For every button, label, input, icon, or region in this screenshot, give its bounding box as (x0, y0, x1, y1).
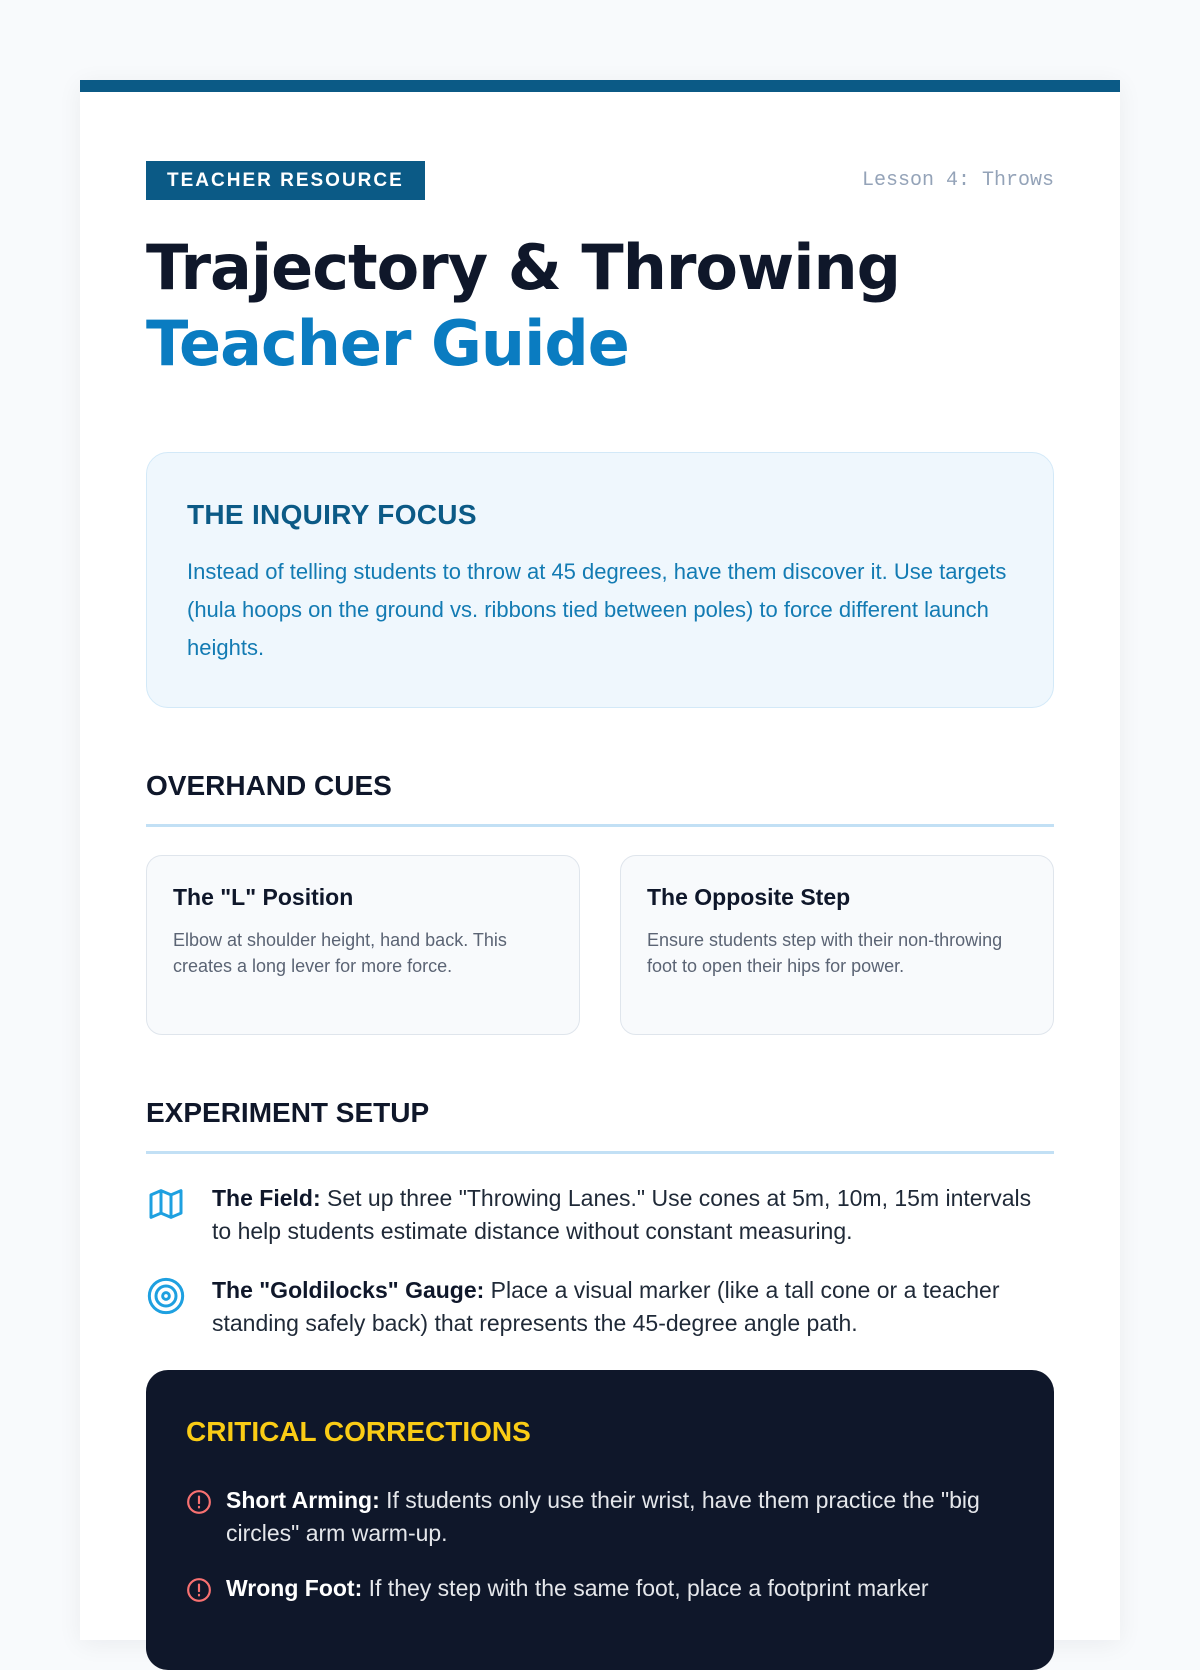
critical-item-text (226, 1572, 929, 1605)
resource-badge: TEACHER RESOURCE (146, 161, 425, 200)
setup-item-gauge (146, 1274, 1054, 1340)
page-title-line1: Trajectory & Throwing (146, 231, 901, 304)
critical-item-wrong-foot (186, 1572, 1014, 1605)
setup-item-label: The Field: (212, 1185, 321, 1211)
cue-card-body: Ensure students step with their non-throwing foot to open their hips for power. (647, 930, 1003, 976)
setup-item-text (212, 1182, 1054, 1248)
cue-card-title: The "L" Position (173, 884, 354, 910)
inquiry-heading: THE INQUIRY FOCUS (187, 499, 477, 530)
setup-item-label: The "Goldilocks" Gauge: (212, 1277, 485, 1303)
page-title (146, 230, 1054, 382)
critical-item-label: Wrong Foot: (226, 1575, 363, 1601)
setup-item-text (212, 1274, 1054, 1340)
cue-card-opposite-step (620, 855, 1054, 1035)
critical-heading: CRITICAL CORRECTIONS (186, 1416, 531, 1447)
header-row (146, 160, 1054, 200)
setup-list (146, 1182, 1054, 1340)
setup-item-description: Set up three "Throwing Lanes." Use cones at 5m, 10m, 15m intervals to help students estimate distance without constant measuring. (212, 1185, 1032, 1244)
critical-item-text (226, 1484, 1014, 1550)
critical-item-short-arming (186, 1484, 1014, 1550)
setup-item-field (146, 1182, 1054, 1248)
alert-circle-icon (186, 1489, 212, 1515)
setup-item-description: Place a visual marker (like a tall cone or a teacher standing safely back) that represents the 45-degree angle path. (212, 1277, 1000, 1336)
critical-corrections-panel (146, 1370, 1054, 1670)
experiment-setup-heading: EXPERIMENT SETUP (146, 1097, 1054, 1154)
overhand-cue-cards (146, 855, 1054, 1035)
inquiry-focus-box (146, 452, 1054, 708)
critical-item-label: Short Arming: (226, 1487, 380, 1513)
inquiry-body: Instead of telling students to throw at 45 degrees, have them discover it. Use targets (hula hoops on the ground vs. ribbons tied between poles) to force different launch heights. (187, 559, 1007, 660)
critical-item-description: If they step with the same foot, place a footprint marker (362, 1575, 929, 1601)
document-page (80, 80, 1120, 1640)
overhand-cues-heading: OVERHAND CUES (146, 770, 1054, 827)
target-icon (146, 1276, 186, 1316)
page-title-line2: Teacher Guide (146, 307, 629, 380)
cue-card-body: Elbow at shoulder height, hand back. This creates a long lever for more force. (173, 930, 507, 976)
critical-item-description: If students only use their wrist, have them practice the "big circles" arm warm-up. (226, 1487, 980, 1546)
lesson-label: Lesson 4: Throws (861, 168, 1054, 192)
alert-circle-icon (186, 1577, 212, 1603)
cue-card-l-position (146, 855, 580, 1035)
cue-card-title: The Opposite Step (647, 884, 851, 910)
map-icon (146, 1184, 186, 1224)
